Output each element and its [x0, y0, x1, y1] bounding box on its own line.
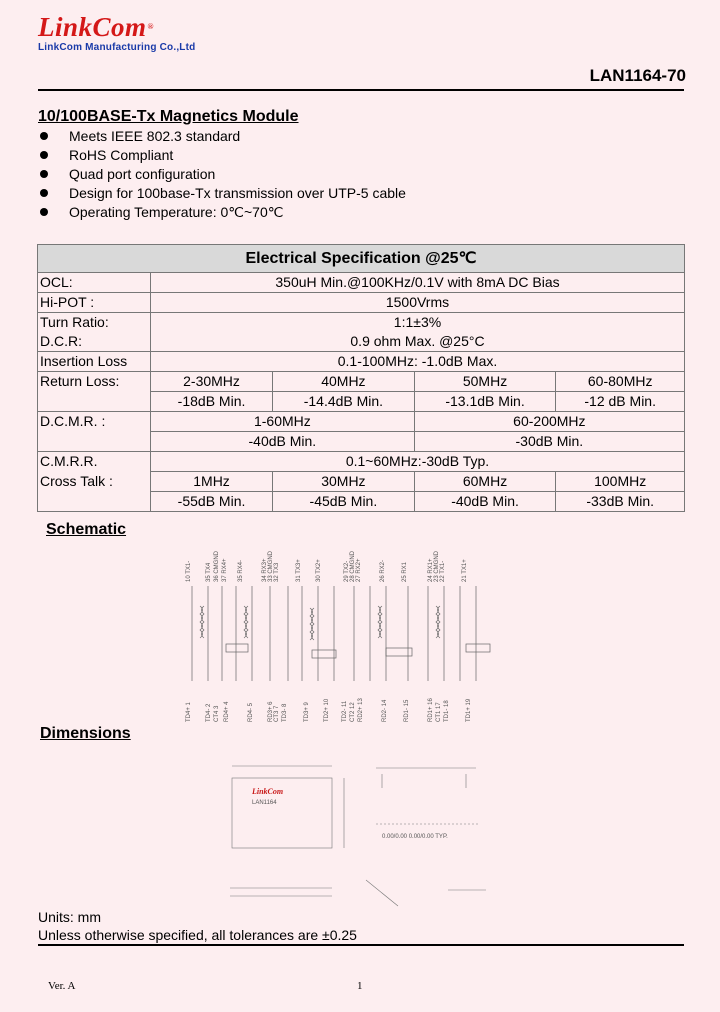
- page-number: 1: [357, 980, 363, 992]
- table-row: [38, 412, 685, 432]
- feature-list: [38, 127, 406, 222]
- company-logo: [38, 12, 154, 42]
- table-row: [38, 392, 685, 412]
- version-label: Ver. A: [48, 980, 76, 992]
- svg-text:CT1 17: CT1 17: [436, 702, 442, 722]
- svg-text:RD1+ 16: RD1+ 16: [428, 698, 434, 722]
- crosstalk-label: Cross Talk :: [38, 472, 151, 492]
- table-row: [38, 352, 685, 372]
- crosstalk-value: -33dB Min.: [556, 492, 685, 512]
- svg-text:TD4- 2: TD4- 2: [206, 703, 212, 722]
- insertion-loss-value: 0.1-100MHz: -1.0dB Max.: [151, 352, 685, 372]
- dcmr-value: -30dB Min.: [414, 432, 684, 452]
- empty-cell: [38, 432, 151, 452]
- dcr-label: D.C.R:: [38, 332, 151, 352]
- registered-mark: ®: [147, 22, 155, 31]
- dcmr-freq: 60-200MHz: [414, 412, 684, 432]
- cmrr-value: 0.1~60MHz:-30dB Typ.: [151, 452, 685, 472]
- dcmr-value: -40dB Min.: [151, 432, 415, 452]
- feature-item: [38, 184, 406, 203]
- svg-text:RD4- 5: RD4- 5: [248, 702, 254, 722]
- feature-text: Meets IEEE 802.3 standard: [69, 128, 241, 144]
- svg-text:25 RX1: 25 RX1: [402, 561, 408, 582]
- empty-cell: [38, 392, 151, 412]
- svg-text:CT4 3: CT4 3: [214, 705, 220, 722]
- bullet-icon: [40, 208, 48, 216]
- return-loss-freq: 60-80MHz: [556, 372, 685, 392]
- svg-text:32 TX3: 32 TX3: [274, 562, 280, 582]
- spec-table-title: Electrical Specification @25℃: [38, 245, 685, 273]
- svg-text:TD4+ 1: TD4+ 1: [186, 702, 192, 722]
- crosstalk-value: -55dB Min.: [151, 492, 273, 512]
- svg-text:26 RX2-: 26 RX2-: [380, 559, 386, 582]
- svg-text:27 RX2+: 27 RX2+: [356, 558, 362, 582]
- svg-text:0.00/0.00 0.00/0.00 TYP.: 0.00/0.00 0.00/0.00 TYP.: [382, 834, 448, 840]
- tolerance-note: Unless otherwise specified, all tolerances are ±0.25: [38, 927, 357, 943]
- bullet-icon: [40, 151, 48, 159]
- return-loss-freq: 2-30MHz: [151, 372, 273, 392]
- svg-text:24 RX1+: 24 RX1+: [428, 558, 434, 582]
- return-loss-value: -18dB Min.: [151, 392, 273, 412]
- header-divider: [38, 89, 684, 91]
- feature-item: [38, 127, 406, 146]
- crosstalk-value: -45dB Min.: [273, 492, 415, 512]
- svg-text:34 RX3+: 34 RX3+: [262, 558, 268, 582]
- svg-text:36 CMGND: 36 CMGND: [214, 550, 220, 582]
- hipot-value: 1500Vrms: [151, 293, 685, 313]
- svg-text:CT2 12: CT2 12: [350, 702, 356, 722]
- svg-text:21 TX1+: 21 TX1+: [462, 559, 468, 582]
- turn-ratio-value: 1:1±3%: [151, 313, 685, 333]
- hipot-label: Hi-POT :: [38, 293, 151, 313]
- feature-text: Operating Temperature: 0℃~70℃: [69, 204, 284, 220]
- svg-text:35 TX4: 35 TX4: [206, 562, 212, 582]
- table-row: [38, 332, 685, 352]
- svg-text:23 CMGND: 23 CMGND: [434, 550, 440, 582]
- return-loss-value: -13.1dB Min.: [414, 392, 556, 412]
- table-row: [38, 472, 685, 492]
- svg-text:TD2- 11: TD2- 11: [342, 700, 348, 722]
- svg-text:31 TX3+: 31 TX3+: [296, 559, 302, 582]
- bullet-icon: [40, 189, 48, 197]
- crosstalk-freq: 30MHz: [273, 472, 415, 492]
- svg-text:TD2+ 10: TD2+ 10: [324, 698, 330, 722]
- svg-text:RD2- 14: RD2- 14: [382, 699, 388, 722]
- schematic-heading: Schematic: [46, 521, 127, 538]
- empty-cell: [38, 492, 151, 512]
- table-row: [38, 372, 685, 392]
- dimensions-heading: Dimensions: [40, 725, 131, 742]
- svg-text:29 TX2-: 29 TX2-: [344, 560, 350, 582]
- bullet-icon: [40, 170, 48, 178]
- cmrr-label: C.M.R.R.: [38, 452, 151, 472]
- electrical-spec-table: [37, 244, 685, 512]
- crosstalk-freq: 1MHz: [151, 472, 273, 492]
- turn-ratio-label: Turn Ratio:: [38, 313, 151, 333]
- bullet-icon: [40, 132, 48, 140]
- svg-text:33 CMGND: 33 CMGND: [268, 550, 274, 582]
- crosstalk-value: -40dB Min.: [414, 492, 556, 512]
- svg-text:RD3+ 6: RD3+ 6: [268, 701, 274, 722]
- svg-text:RD4+ 4: RD4+ 4: [224, 701, 230, 722]
- table-row: [38, 293, 685, 313]
- svg-text:22 TX1-: 22 TX1-: [440, 560, 446, 582]
- units-note: Units: mm: [38, 909, 101, 925]
- return-loss-value: -14.4dB Min.: [273, 392, 415, 412]
- feature-text: RoHS Compliant: [69, 147, 174, 163]
- svg-text:TD1- 18: TD1- 18: [444, 700, 450, 722]
- svg-text:TD3+ 9: TD3+ 9: [304, 702, 310, 722]
- svg-text:RD1- 15: RD1- 15: [404, 699, 410, 722]
- svg-text:LAN1164: LAN1164: [252, 800, 277, 806]
- feature-item: [38, 165, 406, 184]
- table-row: [38, 452, 685, 472]
- feature-item: [38, 203, 406, 222]
- table-row: [38, 313, 685, 333]
- dimension-logo-mark: LinkCom: [252, 787, 284, 796]
- feature-text: Quad port configuration: [69, 166, 216, 182]
- svg-text:30 TX2+: 30 TX2+: [316, 559, 322, 582]
- ocl-value: 350uH Min.@100KHz/0.1V with 8mA DC Bias: [151, 273, 685, 293]
- manufacturer-name: LinkCom Manufacturing Co.,Ltd: [38, 42, 196, 53]
- table-row: [38, 432, 685, 452]
- footer-divider: [38, 944, 684, 946]
- svg-text:28 CMGND: 28 CMGND: [350, 550, 356, 582]
- dcr-value: 0.9 ohm Max. @25°C: [151, 332, 685, 352]
- insertion-loss-label: Insertion Loss: [38, 352, 151, 372]
- feature-text: Design for 100base-Tx transmission over UTP-5 cable: [69, 185, 406, 201]
- svg-text:37 RX4+: 37 RX4+: [222, 558, 228, 582]
- part-number: LAN1164-70: [589, 66, 686, 85]
- crosstalk-freq: 60MHz: [414, 472, 556, 492]
- svg-text:TD3- 8: TD3- 8: [282, 703, 288, 722]
- crosstalk-freq: 100MHz: [556, 472, 685, 492]
- dimensions-drawing: [216, 744, 496, 916]
- table-row: [38, 273, 685, 293]
- svg-text:CT3 7: CT3 7: [274, 705, 280, 722]
- return-loss-freq: 40MHz: [273, 372, 415, 392]
- svg-text:TD1+ 19: TD1+ 19: [466, 698, 472, 722]
- feature-item: [38, 146, 406, 165]
- return-loss-label: Return Loss:: [38, 372, 151, 392]
- table-row: [38, 492, 685, 512]
- dcmr-freq: 1-60MHz: [151, 412, 415, 432]
- return-loss-freq: 50MHz: [414, 372, 556, 392]
- schematic-drawing: [170, 546, 510, 724]
- dcmr-label: D.C.M.R. :: [38, 412, 151, 432]
- ocl-label: OCL:: [38, 273, 151, 293]
- product-title: 10/100BASE-Tx Magnetics Module: [38, 108, 299, 125]
- svg-text:35 RX4-: 35 RX4-: [238, 559, 244, 582]
- logo-text: LinkCom: [38, 12, 147, 42]
- svg-text:RD2+ 13: RD2+ 13: [358, 698, 364, 722]
- svg-text:10 TX1-: 10 TX1-: [186, 560, 192, 582]
- return-loss-value: -12 dB Min.: [556, 392, 685, 412]
